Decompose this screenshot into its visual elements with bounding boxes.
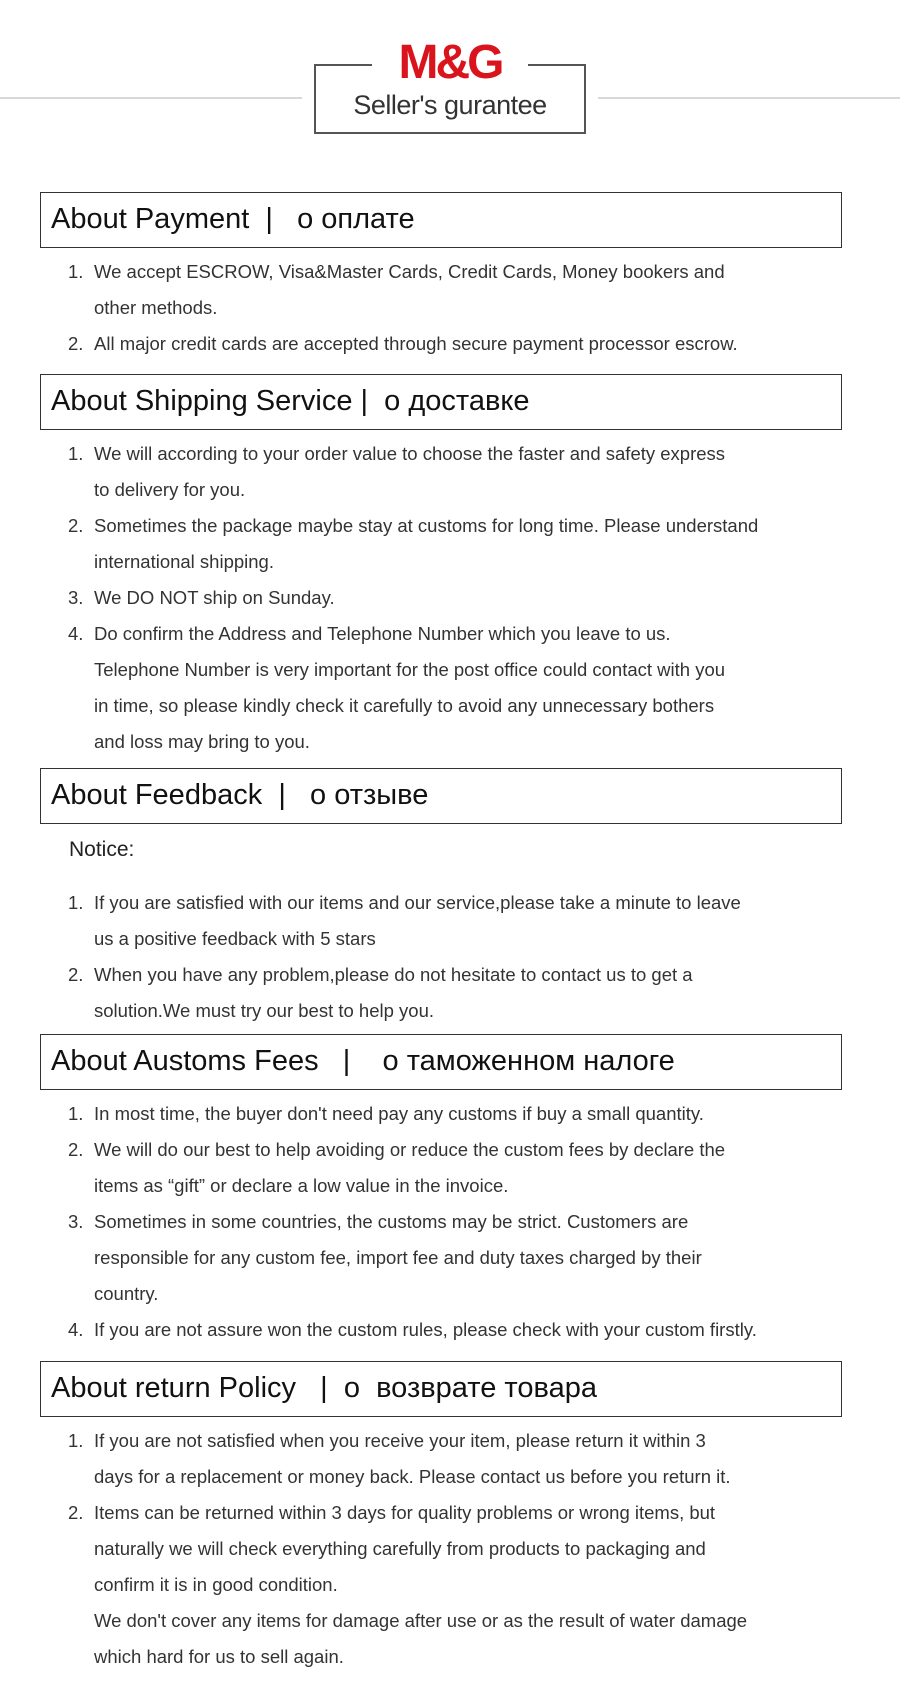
shipping-list (68, 436, 868, 760)
item-text: Sometimes in some countries, the customs may be strict. Customers are responsible for any custom fee, import fee and duty taxes charged by their country. (94, 1211, 702, 1304)
item-number: 1. (68, 1430, 84, 1451)
item-number: 1. (68, 443, 84, 464)
list-item (68, 1132, 868, 1204)
list-item (68, 436, 868, 508)
item-number: 4. (68, 623, 84, 644)
item-text: If you are not assure won the custom rules, please check with your custom firstly. (94, 1319, 757, 1340)
item-number: 1. (68, 1103, 84, 1124)
header-divider-right (598, 97, 900, 99)
list-item (68, 1204, 868, 1312)
feedback-notice: Notice: (69, 838, 135, 861)
list-item (68, 326, 868, 362)
brand-logo: M&G (372, 38, 528, 88)
item-number: 2. (68, 333, 84, 354)
section-title-payment: About Payment | о оплате (40, 192, 842, 248)
list-item (68, 1312, 868, 1348)
item-number: 3. (68, 587, 84, 608)
item-number: 2. (68, 515, 84, 536)
feedback-list (68, 885, 868, 1029)
section-title-returns: About return Policy | о возврате товара (40, 1361, 842, 1417)
badge-tagline: Seller's gurantee (353, 90, 547, 120)
item-number: 2. (68, 964, 84, 985)
list-item (68, 957, 868, 1029)
item-number: 3. (68, 1211, 84, 1232)
list-item (68, 885, 868, 957)
list-item (68, 616, 868, 760)
header-divider-left (0, 97, 302, 99)
returns-list (68, 1423, 868, 1675)
item-number: 1. (68, 261, 84, 282)
item-text: When you have any problem,please do not hesitate to contact us to get a solution.We must try our best to help you. (94, 964, 693, 1021)
item-text: If you are not satisfied when you receive your item, please return it within 3 days for a replacement or money back. Please contact us before you return it. (94, 1430, 731, 1487)
list-item (68, 1096, 868, 1132)
item-text: Items can be returned within 3 days for quality problems or wrong items, but naturally we will check everything carefully from products to packaging and confirm it is in good condition. We don't cover any items for damage after use or as the result of water damage which hard for us to sell again. (94, 1502, 748, 1667)
list-item (68, 254, 868, 326)
item-text: In most time, the buyer don't need pay any customs if buy a small quantity. (94, 1103, 704, 1124)
section-title-customs: About Austoms Fees | о таможенном налоге (40, 1034, 842, 1090)
customs-list (68, 1096, 868, 1348)
item-text: We DO NOT ship on Sunday. (94, 587, 335, 608)
item-text: We accept ESCROW, Visa&Master Cards, Credit Cards, Money bookers and other methods. (94, 261, 725, 318)
item-text: If you are satisfied with our items and our service,please take a minute to leave us a positive feedback with 5 stars (94, 892, 741, 949)
item-text: We will according to your order value to choose the faster and safety express to delivery for you. (94, 443, 726, 500)
item-number: 4. (68, 1319, 84, 1340)
list-item (68, 1495, 868, 1675)
section-title-shipping: About Shipping Service | о доставке (40, 374, 842, 430)
item-text: Sometimes the package maybe stay at customs for long time. Please understand international shipping. (94, 515, 759, 572)
payment-list (68, 254, 868, 362)
item-text: Do confirm the Address and Telephone Number which you leave to us. Telephone Number is very important for the post office could contact with you in time, so please kindly check it carefully to avoid any unnecessary bothers and loss may bring to you. (94, 623, 726, 752)
item-text: We will do our best to help avoiding or reduce the custom fees by declare the items as “gift” or declare a low value in the invoice. (94, 1139, 726, 1196)
item-number: 2. (68, 1139, 84, 1160)
list-item (68, 1423, 868, 1495)
item-text: All major credit cards are accepted through secure payment processor escrow. (94, 333, 738, 354)
header (0, 0, 900, 150)
list-item (68, 580, 868, 616)
section-title-feedback: About Feedback | о отзыве (40, 768, 842, 824)
item-number: 2. (68, 1502, 84, 1523)
item-number: 1. (68, 892, 84, 913)
list-item (68, 508, 868, 580)
